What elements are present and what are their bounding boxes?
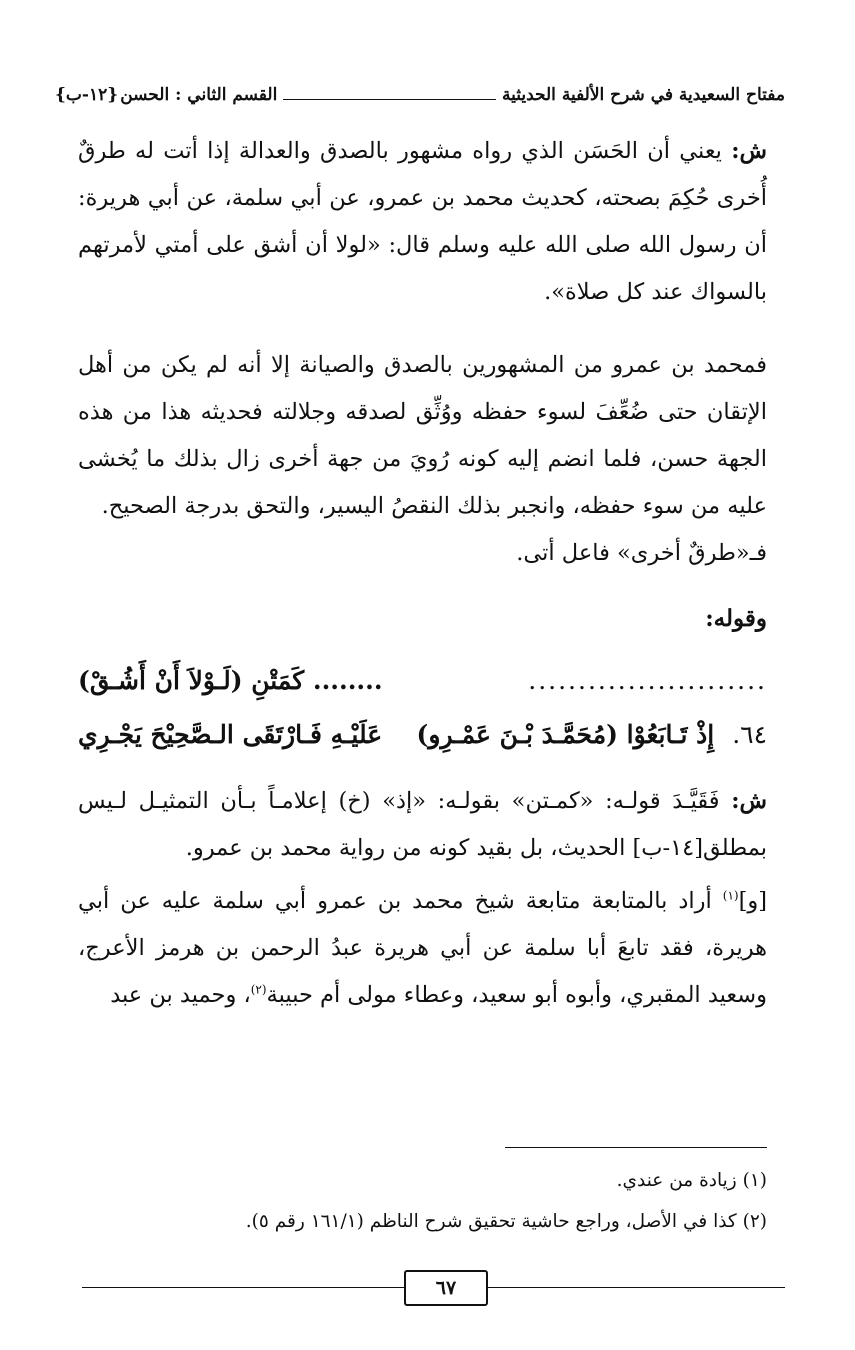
footnote-ref-2[interactable]: (٢) bbox=[250, 982, 267, 997]
paragraph-text: يعني أن الحَسَن الذي رواه مشهور بالصدق والعدالة إذا أتت له طرقٌ أُخرى حُكِمَ بصحته، كحديث محمد بن عمرو، عن أبي سلمة، عن أبي هريرة: أن رسول الله صلى الله عليه وسلم قال: «لولا أن أشق على أمتي لأمرتهم بالسواك عند كل صلاة». bbox=[78, 138, 767, 305]
verse-hemistich-right: ........................ bbox=[528, 666, 767, 695]
verse-hemistich-left: ........ كَمَتْنِ (لَـوْلاَ أَنْ أَشُـقْ) bbox=[78, 666, 383, 695]
book-title: مفتاح السعيدية في شرح الألفية الحديثية bbox=[502, 85, 785, 105]
paragraph-3 bbox=[78, 530, 767, 577]
commentary-1 bbox=[78, 778, 767, 872]
footnotes bbox=[78, 1160, 767, 1242]
header-section-group bbox=[55, 85, 277, 105]
commentary-text: أراد بالمتابعة متابعة شيخ محمد بن عمرو أبي سلمة عليه عن أبي هريرة، فقد تابعَ أبا سلمة عن أبي هريرة عبدُ الرحمن بن هرمز الأعرج، وسعيد المقبري، وأبوه أبو سعيد، وعطاء مولى أم حبيبة bbox=[78, 888, 767, 1008]
section-title: القسم الثاني : الحسن bbox=[120, 85, 278, 105]
header-rule bbox=[283, 99, 496, 100]
paragraph-text: فـ«طرقٌ أخرى» فاعل أتى. bbox=[516, 540, 767, 566]
speaker-label: ش: bbox=[731, 138, 768, 164]
commentary-text: الحديث، بل بقيد كونه من رواية محمد بن عمرو. bbox=[185, 835, 626, 861]
footnote-2: (٢) كذا في الأصل، وراجع حاشية تحقيق شرح الناظم (١٦١/١ رقم ٥). bbox=[245, 1211, 767, 1232]
speaker-label: ش: bbox=[731, 788, 767, 814]
verse-line-2 bbox=[78, 714, 767, 768]
commentary-text: ، وحميد بن عبد bbox=[110, 982, 251, 1008]
verse-line-1 bbox=[78, 660, 767, 714]
footnote-1: (١) زيادة من عندي. bbox=[616, 1170, 767, 1191]
bracket-insert: [و] bbox=[738, 888, 768, 914]
commentary-2 bbox=[78, 878, 767, 1019]
folio-reference: [١٤-ب] bbox=[632, 835, 704, 861]
paragraph-text: فمحمد بن عمرو من المشهورين بالصدق والصيانة إلا أنه لم يكن من أهل الإتقان حتى ضُعِّفَ لسوء حفظه ووُثِّق لصدقه وجلالته فحديثه هذا من هذه الجهة حسن، فلما انضم إليه كونه رُويَ من جهة أخرى زال بذلك ما يُخشى عليه من سوء حفظه، وانجبر بذلك النقصُ اليسير، والتحق بدرجة الصحيح. bbox=[78, 352, 767, 519]
folio-marker: {١٢-ب} bbox=[55, 85, 119, 105]
footnote-separator bbox=[505, 1147, 767, 1148]
verse-intro: وقوله: bbox=[705, 605, 767, 632]
verse-text: إِذْ تَـابَعُوْا (مُحَمَّـدَ بْـنَ عَمْـرِو) bbox=[416, 720, 715, 749]
page-footer bbox=[82, 1268, 785, 1308]
commentary-text: فَقَيَّـدَ قولـه: «كمـتن» بقولـه: «إذ» (خ) إعلامـاً بـأن التمثيـل لـيس بمطلق bbox=[78, 788, 767, 861]
footnote-ref-1[interactable]: (١) bbox=[722, 888, 739, 903]
verse-number: ٦٤. bbox=[732, 720, 767, 749]
main-text bbox=[78, 128, 767, 1019]
verse-hemistich-right bbox=[417, 720, 767, 749]
paragraph-1 bbox=[78, 128, 767, 316]
page-number: ٦٧ bbox=[404, 1270, 488, 1306]
paragraph-2 bbox=[78, 342, 767, 530]
running-header bbox=[55, 78, 785, 112]
verse-hemistich-left: عَلَيْـهِ فَـارْتَقَى الـصَّحِيْحَ يَجْـرِي bbox=[78, 720, 383, 749]
